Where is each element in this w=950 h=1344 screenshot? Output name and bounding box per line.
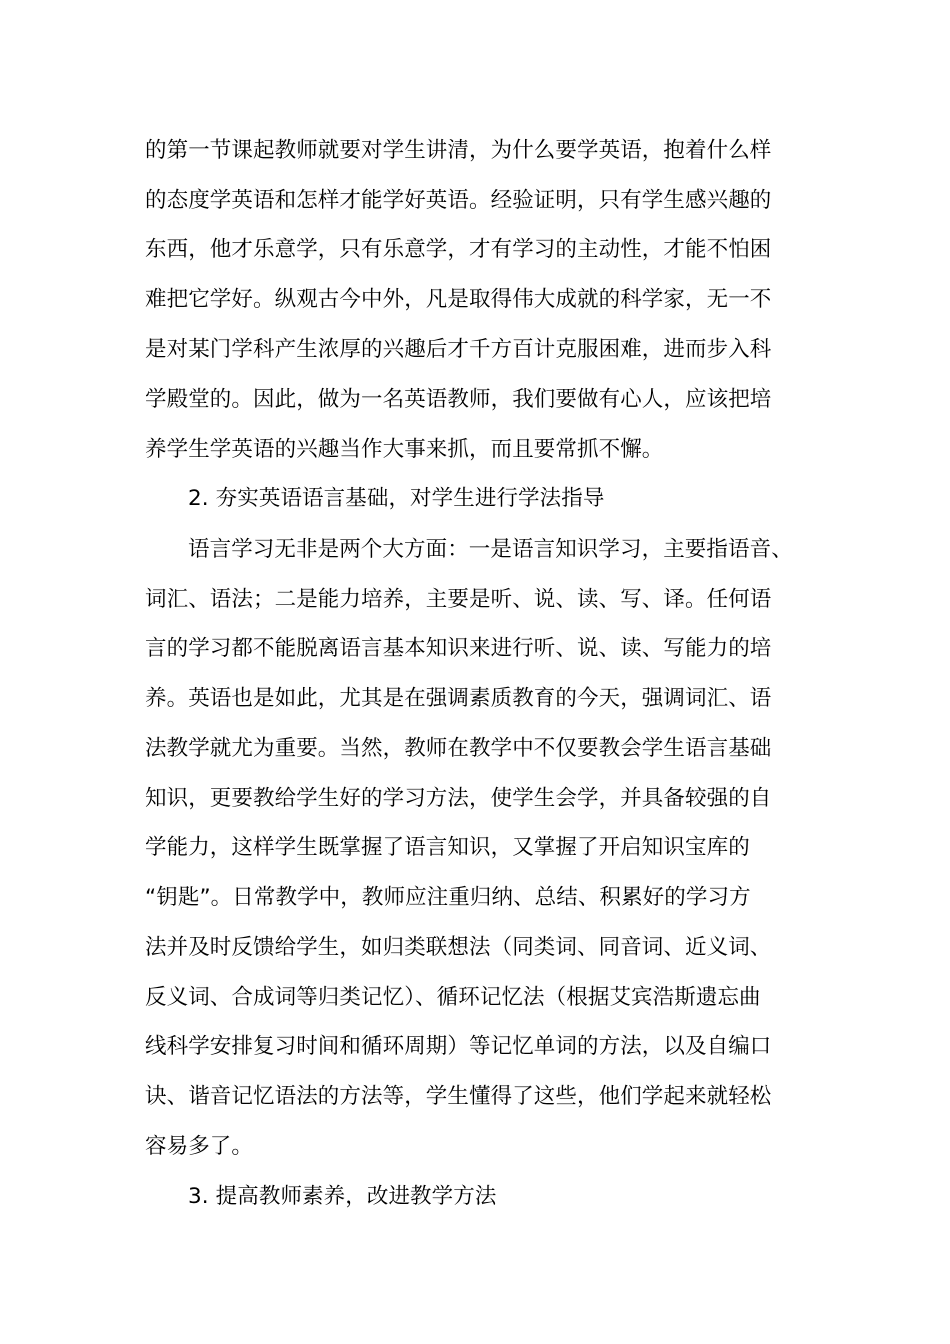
paragraph-line: 学殿堂的。因此，做为一名英语教师，我们要做有心人，应该把培 — [145, 387, 772, 412]
paragraph-line: 养。英语也是如此，尤其是在强调素质教育的今天，强调词汇、语 — [145, 686, 772, 711]
paragraph-line: 养学生学英语的兴趣当作大事来抓，而且要常抓不懈。 — [145, 437, 664, 462]
section-heading-2: 2. 夯实英语语言基础，对学生进行学法指导 — [188, 486, 605, 511]
paragraph-line: 语言学习无非是两个大方面：一是语言知识学习，主要指语音、 — [188, 537, 793, 562]
section-heading-3: 3. 提高教师素养，改进教学方法 — [188, 1184, 497, 1209]
paragraph-line: 诀、谐音记忆语法的方法等，学生懂得了这些，他们学起来就轻松 — [145, 1084, 772, 1109]
paragraph-line: “钥匙”。日常教学中，教师应注重归纳、总结、积累好的学习方 — [145, 885, 751, 910]
paragraph-line: 知识，更要教给学生好的学习方法，使学生会学，并具备较强的自 — [145, 786, 772, 811]
paragraph-line: 东西，他才乐意学，只有乐意学，才有学习的主动性，才能不怕困 — [145, 237, 772, 262]
paragraph-line: 难把它学好。纵观古今中外，凡是取得伟大成就的科学家，无一不 — [145, 287, 772, 312]
paragraph-line: 是对某门学科产生浓厚的兴趣后才千方百计克服困难，进而步入科 — [145, 337, 772, 362]
paragraph-line: 的态度学英语和怎样才能学好英语。经验证明，只有学生感兴趣的 — [145, 188, 772, 213]
paragraph-line: 词汇、语法；二是能力培养，主要是听、说、读、写、译。任何语 — [145, 587, 772, 612]
paragraph-line: 的第一节课起教师就要对学生讲清，为什么要学英语，抱着什么样 — [145, 138, 772, 163]
paragraph-line: 法教学就尤为重要。当然，教师在教学中不仅要教会学生语言基础 — [145, 736, 772, 761]
paragraph-line: 法并及时反馈给学生，如归类联想法（同类词、同音词、近义词、 — [145, 935, 772, 960]
paragraph-line: 线科学安排复习时间和循环周期）等记忆单词的方法，以及自编口 — [145, 1034, 772, 1059]
paragraph-line: 容易多了。 — [145, 1134, 254, 1159]
paragraph-line: 言的学习都不能脱离语言基本知识来进行听、说、读、写能力的培 — [145, 636, 772, 661]
paragraph-line: 学能力，这样学生既掌握了语言知识，又掌握了开启知识宝库的 — [145, 835, 750, 860]
paragraph-line: 反义词、合成词等归类记忆）、循环记忆法（根据艾宾浩斯遗忘曲 — [145, 985, 761, 1010]
